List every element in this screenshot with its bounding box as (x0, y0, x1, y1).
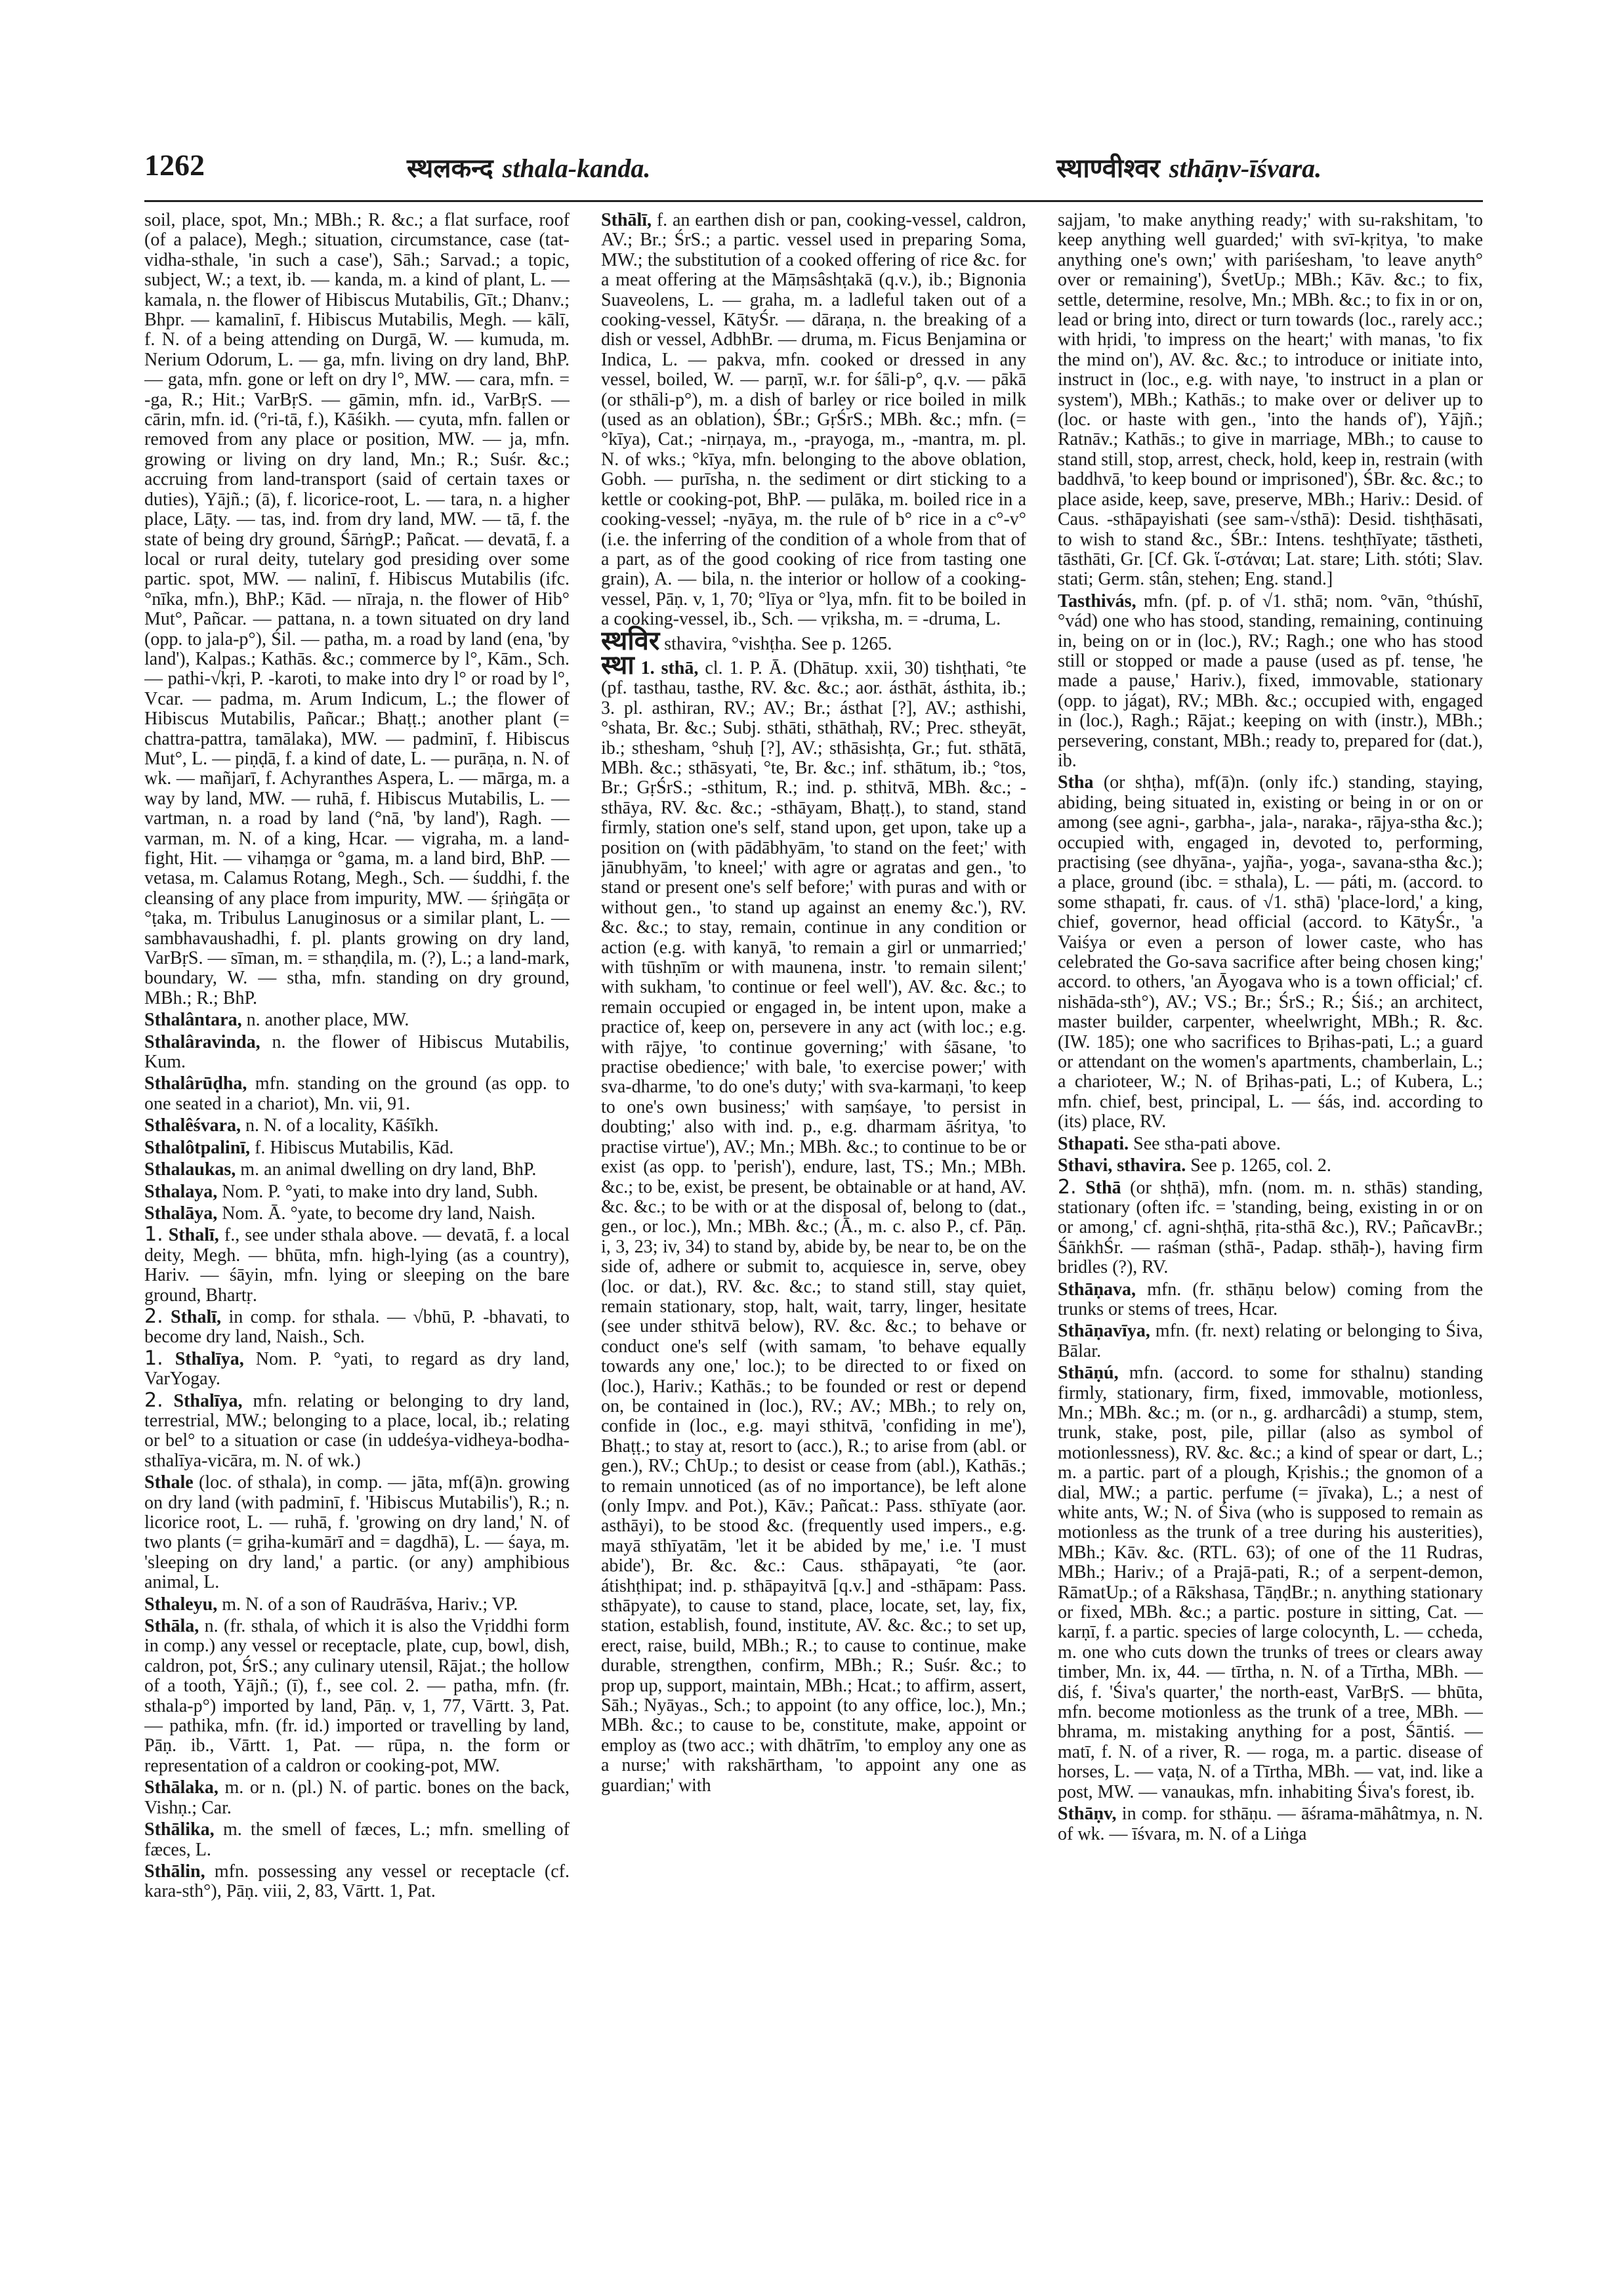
entry-number: 1. (144, 1346, 163, 1370)
entry-definition: See p. 1265, col. 2. (1190, 1155, 1331, 1176)
entry-number: 1. (144, 1223, 163, 1247)
entry-number: स्थविर (601, 625, 660, 656)
entry-definition: mfn. possessing any vessel or receptacle (cf. kara-sth°), Pāṇ. viii, 2, 83, Vārtt. 1, Pat. (144, 1861, 570, 1902)
entry-headword: Sthalaya, (144, 1181, 218, 1202)
dictionary-entry (144, 1388, 570, 1472)
entry-headword: Sthāṇv, (1058, 1804, 1117, 1825)
entry-definition: soil, place, spot, Mn.; MBh.; R. &c.; a flat surface, roof (of a palace), Megh.; situation, circumstance, case (tat-vidha-sthale, 'in such a case'), Sāh.; Sarvad.; a topic, subject, W.; a text, ib. — kanda, m. a kind of plant, L. — kamala, n. the flower of Hibiscus Mutabilis, Gīt.; Dhanv.; Bhpr. — kamalinī, f. Hibiscus Mutabilis, Megh. — kālī, f. N. of a being attending on Durgā, W. — kumuda, m. Nerium Odorum, L. — ga, mfn. living on dry land, BhP. — gata, mfn. gone or left on dry l°, MW. — cara, mfn. = -ga, R.; Hit.; VarBṛS. — gāmin, mfn. id., VarBṛS. — cārin, mfn. id. (°ri-tā, f.), Kāśikh. — cyuta, mfn. fallen or removed from any place or position, MW. — ja, mfn. growing or living on dry land, Mn.; R.; Suśr. &c.; accruing from land-transport (said of certain taxes or duties), Yājñ.; (ā), f. licorice-root, L. — tara, n. a higher place, Lāṭy. — tas, ind. from dry land, MW. — tā, f. the state of being dry ground, ŚārṅgP.; Pañcat. — devatā, f. a local or rural deity, tutelary god presiding over some partic. spot, MW. — nalinī, f. Hibiscus Mutabilis (ifc. °nīka, mfn.), BhP.; Kād. — nīraja, n. the flower of Hib° Mut°, Pañcar. — pattana, n. a town situated on dry land (opp. to jala-p°), Śil. — patha, m. a road by land (ena, 'by land'), Kalpas.; Kathās. &c.; commerce by l°, Kām., Sch. — pathi-√kṛi, P. -karoti, to make into dry l° or road by l°, Vcar. — padma, m. Arum Indicum, L.; the flower of Hibiscus Mutabilis, Pañcar.; Bhaṭṭ.; another plant (= chattra-pattra, tamālaka), MW. — padminī, f. Hibiscus Mut°, L. — piṇḍā, f. a kind of date, L. — purāṇa, n. N. of wk. — mañjarī, f. Achyranthes Aspera, L. — mārga, m. a way by land, MW. — ruhā, f. Hibiscus Mutabilis, L. — vartman, n. a road by land (°nā, 'by land'), Ragh. — varman, m. N. of a king, Hcar. — vigraha, m. a land-fight, Hit. — vihaṃga or °gama, m. a land bird, BhP. — vetasa, m. Calamus Rotang, Megh., Sch. — śuddhi, f. the cleansing of any place from impurity, MW. — śṛiṅgāṭa or °ṭaka, m. Tribulus Lanuginosus or a similar plant, L. — sambhavaushadhi, f. pl. plants growing on dry land, VarBṛS. — sīman, m. = sthaṇḍila, m. (?), L.; a land-mark, boundary, W. — stha, mfn. standing on dry ground, MBh.; R.; BhP. (144, 210, 570, 1008)
entry-headword: Sthalaukas, (144, 1159, 236, 1180)
dictionary-entry (1058, 1279, 1483, 1320)
entry-definition: n. N. of a locality, Kāśīkh. (245, 1115, 439, 1136)
dictionary-entry (144, 1073, 570, 1114)
dictionary-entry (144, 1819, 570, 1860)
dictionary-entry (144, 1304, 570, 1348)
entry-headword: 1. sthā, (640, 657, 699, 678)
entry-definition: n. (fr. sthala, of which it is also the Vṛiddhi form in comp.) any vessel or receptacle, plate, cup, bowl, dish, caldron, pot, ŚrS.; any culinary utensil, Rājat.; the hollow of a tooth, Yājñ.; (ī), f., see col. 2. — patha, mfn. (fr. sthala-p°) imported by land, Pāṇ. v, 1, 77, Vārtt. 3, Pat. — pathika, mfn. (fr. id.) imported or travelling by land, Pāṇ. ib., Vārtt. 1, Pat. — rūpa, n. the form or representation of a caldron or cooking-pot, MW. (144, 1616, 570, 1776)
entry-definition: Nom. Ā. °yate, to become dry land, Naish. (222, 1203, 535, 1224)
dictionary-entry (144, 1346, 570, 1390)
entry-number: 2. (144, 1304, 163, 1328)
entry-headword: Sthalīya, (173, 1390, 243, 1411)
dictionary-entry (144, 1203, 570, 1224)
entry-definition: in comp. for sthala. — √bhū, P. -bhavati, to become dry land, Naish., Sch. (144, 1306, 570, 1348)
column-left (144, 210, 570, 2270)
text-columns (144, 210, 1483, 2270)
dictionary-entry (1058, 1321, 1483, 1361)
entry-definition: n. the flower of Hibiscus Mutabilis, Kum. (144, 1031, 570, 1073)
dictionary-entry (1058, 210, 1483, 590)
entry-headword: Sthāṇú, (1058, 1363, 1119, 1384)
dictionary-entry (144, 1225, 570, 1306)
dictionary-entry (144, 1777, 570, 1818)
entry-definition: sajjam, 'to make anything ready;' with su-rakshitam, 'to keep anything well guarded;' with svī-kṛitya, 'to make anything one's own;' with pariśesham, 'to leave anyth° over or remaining'), ŚvetUp.; MBh.; Kāv. &c.; to fix, settle, determine, resolve, Mn.; MBh. &c.; to fix in or on, lead or bring into, direct or turn towards (loc., rarely acc.; with hṛidi, 'to impress on the heart;' with manas, 'to fix the mind on'), AV. &c. &c.; to introduce or initiate into, instruct in (loc., e.g. with naye, 'to instruct in a plan or system'), MBh.; Kathās.; to make over or deliver up to (loc. or haste with gen., 'into the hands of'), Yājñ.; Ratnāv.; Kathās.; to give in marriage, MBh.; to cause to stand still, stop, arrest, check, hold, keep in, restrain (with baddhvā, 'to keep bound or imprisoned'), ŚBr. &c. &c.; to place aside, keep, save, preserve, MBh.; Hariv.: Desid. of Caus. -sthāpayishati (see sam-√sthā): Desid. tishṭhāsati, to wish to stand &c., ŚBr.: Intens. teshṭhīyate; tāstheti, tāsthāti, Gr. [Cf. Gk. ἵ-στάναι; Lat. stare; Lith. stóti; Slav. stati; Germ. stân, stehen; Eng. stand.] (1058, 210, 1483, 590)
column-right (1058, 210, 1483, 2270)
dictionary-entry (144, 1159, 570, 1180)
entry-headword: Sthalī, (171, 1306, 222, 1327)
left-guide-devanagari: स्थलकन्द (407, 154, 493, 184)
entry-headword: Tasthivás, (1058, 590, 1136, 611)
entry-headword: Sthāṇavīya, (1058, 1321, 1150, 1342)
dictionary-entry (144, 210, 570, 1008)
page-number: 1262 (144, 148, 205, 182)
entry-headword: Sthalêśvara, (144, 1115, 241, 1136)
dictionary-entry (601, 210, 1026, 630)
entry-definition: mfn. (pf. p. of √1. sthā; nom. °vān, °thúshī, °vád) one who has stood, standing, remaining, continuing in, being on or in (loc.), RV.; Ragh.; one who has stood still or stopped or made a pause (used as pf. tense, 'he made a pause,' Hariv.), fixed, immovable, stationary (opp. to jágat), RV.; MBh. &c.; occupied with, engaged in (loc.), Ragh.; Rājat.; keeping on with (instr.), MBh.; persevering, constant, MBh.; ready to, prepared for (dat.), ib. (1058, 590, 1483, 771)
dictionary-entry (1058, 1134, 1483, 1154)
dictionary-entry (1058, 1175, 1483, 1278)
entry-headword: Sthā (1085, 1177, 1121, 1198)
right-guide-devanagari: स्थाण्वीश्वर (1056, 154, 1160, 184)
entry-headword: Sthalī, (168, 1225, 219, 1246)
entry-definition: sthavira, °vishṭha. See p. 1265. (664, 633, 892, 654)
entry-definition: m. an animal dwelling on dry land, BhP. (240, 1159, 537, 1180)
dictionary-entry (1058, 1155, 1483, 1176)
entry-headword: Sthālin, (144, 1861, 205, 1882)
entry-headword: Sthālaka, (144, 1777, 219, 1798)
right-guide-translit: sthāṇv-īśvara. (1169, 154, 1322, 183)
entry-number: 2. (144, 1388, 163, 1412)
entry-headword: Sthapati. (1058, 1133, 1129, 1154)
entry-definition: See stha-pati above. (1133, 1133, 1281, 1154)
dictionary-entry (601, 650, 1026, 1796)
dictionary-entry (601, 625, 1026, 656)
dictionary-entry (144, 1138, 570, 1158)
entry-headword: Sthāṇava, (1058, 1279, 1136, 1300)
entry-headword: Sthalârūḍha, (144, 1073, 247, 1094)
dictionary-entry (144, 1032, 570, 1073)
entry-headword: Stha (1058, 772, 1094, 793)
dictionary-entry (144, 1616, 570, 1776)
left-guide-translit: sthala-kanda. (502, 154, 651, 183)
dictionary-entry (1058, 1363, 1483, 1802)
entry-headword: Sthāla, (144, 1616, 199, 1637)
entry-headword: Sthālī, (601, 210, 652, 230)
entry-definition: cl. 1. P. Ā. (Dhātup. xxii, 30) tishṭhati, °te (pf. tasthau, tasthe, RV. &c. &c.; aor. ásthāt, ásthita, ib.; 3. pl. asthiran, RV.; AV.; Br.; ásthat [?], AV.; asthishi, °shata, Br. &c.; Subj. sthāti, sthāthaḥ, RV.; Prec. stheyāt, ib.; sthesham, °shuḥ [?], AV.; sthāsishṭa, Gr.; fut. sthātā, MBh. &c.; sthāsyati, °te, Br. &c.; inf. sthātum, ib.; °tos, Br.; GṛŚrS.; -sthitum, R.; ind. p. sthitvā, MBh. &c.; -sthāya, RV. &c. &c.; -sthāyam, Bhaṭṭ.), to stand, stand firmly, station one's self, stand upon, get upon, take up a position on (with pādābhyām, 'to stand on the feet;' with jānubhyām, 'to kneel;' with agre or agratas and gen., 'to stand or present one's self before;' with puras and with or without gen., 'to stand up against an enemy &c.'), RV. &c. &c.; to stay, remain, continue in any condition or action (e.g. with kanyā, 'to remain a girl or unmarried;' with tūshṇīm or with maunena, instr. 'to remain silent;' with sukham, 'to continue or feel well'), AV. &c. &c.; to remain occupied or engaged in, be intent upon, make a practice of, keep on, persevere in any act (with loc.; e.g. with rājye, 'to continue governing;' with śāsane, 'to practise obedience;' with bale, 'to exercise power;' with sva-dharme, 'to do one's duty;' with sva-karmaṇi, 'to keep to one's own business;' with saṃśaye, 'to persist in doubting;' also with ind. p., e.g. dharmam āśritya, 'to practise virtue'), AV.; Mn.; MBh. &c.; to continue to be or exist (as opp. to 'perish'), endure, last, TS.; Mn.; MBh. &c.; to be, exist, be present, be obtainable or at hand, AV. &c. &c.; to be with or at the disposal of, belong to (dat., gen., or loc.), Mn.; MBh. &c.; (Ā., m. c. also P., cf. Pāṇ. i, 3, 23; iv, 34) to stand by, abide by, be near to, be on the side of, adhere or submit to, acquiesce in, serve, obey (loc. or dat.), RV. &c. &c.; to stand still, stay quiet, remain stationary, stop, halt, wait, tarry, linger, hesitate (see under sthitvā below), RV. &c. &c.; to behave or conduct one's self (with samam, 'to behave equally towards any one,' loc.); to be directed to or fixed on (loc.), Hariv.; Kathās.; to be founded or rest or depend on, be contained in (loc.), RV.; AV.; MBh.; to rely on, confide in (loc., e.g. mayi sthitvā, 'confiding in me'), Bhaṭṭ.; to stay at, resort to (acc.), R.; to arise from (abl. or gen.), RV.; ChUp.; to desist or cease from (abl.), Kathās.; to remain unnoticed (as of no importance), be left alone (only Impv. and Pot.), Kāv.; Pañcat.: Pass. sthīyate (aor. asthāyi), to be stood &c. (frequently used impers., e.g. mayā sthīyatām, 'let it be abided by me,' i.e. 'I must abide'), Br. &c. &c.: Caus. sthāpayati, °te (aor. átishṭhipat; ind. p. sthāpayitvā [q.v.] and -sthāpam: Pass. sthāpyate), to cause to stand, place, locate, set, lay, fix, station, establish, found, institute, AV. &c. &c.; to set up, erect, raise, build, MBh.; R.; to cause to continue, make durable, strengthen, confirm, MBh.; R.; Suśr. &c.; to prop up, support, maintain, MBh.; Hcat.; to affirm, assert, Sāh.; Nyāyas., Sch.; to appoint (to any office, loc.), Mn.; MBh. &c.; to cause to be, constitute, make, appoint or employ as (two acc.; with dhātrīm, 'to employ any one as a nurse;' with rakshārtham, 'to appoint any one as guardian;' with (601, 657, 1026, 1796)
entry-headword: Sthale (144, 1472, 194, 1493)
dictionary-entry (144, 1010, 570, 1030)
entry-definition: Nom. P. °yati, to make into dry land, Subh. (222, 1181, 538, 1202)
entry-definition: mfn. relating or belonging to dry land, terrestrial, MW.; belonging to a place, local, ib.; relating or bel° to a situation or case (in uddeśya-vidheya-bodha-sthalīya-vicāra, m. N. of wk.) (144, 1390, 570, 1471)
dictionary-entry (144, 1182, 570, 1202)
dictionary-entry (1058, 591, 1483, 772)
entry-headword: Sthalāya, (144, 1203, 218, 1224)
dictionary-entry (1058, 772, 1483, 1132)
entry-definition: m. the smell of fæces, L.; mfn. smelling of fæces, L. (144, 1819, 570, 1860)
entry-headword: Sthavi, sthavira. (1058, 1155, 1186, 1176)
entry-definition: (loc. of sthala), in comp. — jāta, mf(ā)n. growing on dry land (with padminī, f. 'Hibiscus Mutabilis'), R.; n. licorice root, L. — ruhā, f. 'growing on dry land,' N. of two plants (= gṛiha-kumārī and = dagdhā), L. — śaya, m. 'sleeping on dry land,' a partic. (or any) amphibious animal, L. (144, 1472, 570, 1593)
entry-headword: Sthalôtpalinī, (144, 1137, 251, 1158)
entry-definition: mfn. (fr. sthāṇu below) coming from the trunks or stems of trees, Hcar. (1058, 1279, 1483, 1319)
entry-definition: mfn. (accord. to some for sthalnu) standing firmly, stationary, firm, fixed, immovable, motionless, Mn.; MBh. &c.; m. (or n., g. ardharcâdi) a stump, stem, trunk, stake, post, pile, pillar (also as symbol of motionlessness), RV. &c. &c.; a kind of spear or dart, L.; m. a partic. part of a plough, Kṛishis.; the gnomon of a dial, MW.; a partic. perfume (= jīvaka), L.; a nest of white ants, W.; N. of Śiva (who is supposed to remain as motionless as the trunk of a tree during his austerities), MBh.; Kāv. &c. (RTL. 63); of one of the 11 Rudras, MBh.; Hariv.; of a Prajā-pati, R.; of a serpent-demon, RāmatUp.; of a Rākshasa, TāṇḍBr.; n. anything stationary or fixed, MBh. &c.; a partic. posture in sitting, Cat. — karṇī, f. a partic. species of large colocynth, L. — ccheda, m. one who cuts down the trunks of trees or clears away timber, Mn. ix, 44. — tīrtha, n. N. of a Tīrtha, MBh. — diś, f. 'Śiva's quarter,' the north-east, VarBṛS. — bhūta, mfn. become motionless as the trunk of a tree, MBh. — bhrama, m. mistaking anything for a post, Śāntiś. — matī, f. N. of a river, R. — roga, m. a partic. disease of horses, L. — vaṭa, N. of a Tīrtha, MBh. — vat, ind. like a post, MW. — vanaukas, mfn. inhabiting Śiva's forest, ib. (1058, 1363, 1483, 1802)
entry-definition: m. N. of a son of Raudrāśva, Hariv.; VP. (222, 1594, 518, 1615)
entry-definition: (or shṭha), mf(ā)n. (only ifc.) standing, staying, abiding, being situated in, existing or being in or on or among (see agni-, garbha-, jala-, naraka-, rājya-stha &c.); occupied with, engaged in, devoted to, performing, practising (see dhyāna-, yajña-, yoga-, savana-stha &c.); a place, ground (ibc. = sthala), L. — páti, m. (accord. to some sthapati, fr. caus. of √1. sthā) 'place-lord,' a king, chief, governor, head official (accord. to KātyŚr., 'a Vaiśya or even a person of lower caste, who has celebrated the Go-sava sacrifice after being chosen king;' accord. to others, 'an Āyogava who is a town official;' cf. nishāda-sth°), AV.; VS.; Br.; ŚrS.; R.; Śiś.; an architect, master builder, carpenter, wheelwright, MBh.; R. &c. (IW. 185); one who sacrifices to Bṛihas-pati, L.; a guard or attendant on the women's apartments, chamberlain, L.; a charioteer, W.; N. of Bṛihas-pati, L.; of Kubera, L.; mfn. chief, best, principal, L. — śás, ind. according to (its) place, RV. (1058, 772, 1483, 1132)
entry-definition: mfn. standing on the ground (as opp. to one seated in a chariot), Mn. vii, 91. (144, 1073, 570, 1114)
entry-headword: Sthalântara, (144, 1010, 242, 1031)
column-middle (601, 210, 1026, 2270)
running-header (144, 141, 1483, 202)
dictionary-entry (144, 1861, 570, 1902)
entry-definition: f. an earthen dish or pan, cooking-vessel, caldron, AV.; Br.; ŚrS.; a partic. vessel used in preparing Soma, MW.; the substitution of a cooked offering of rice &c. for a meat offering at the Māṃsâshṭakā (q.v.), ib.; Bignonia Suaveolens, L. — graha, m. a ladleful taken out of a cooking-vessel, KātyŚr. — dāraṇa, n. the breaking of a dish or vessel, AdbhBr. — druma, m. Ficus Benjamina or Indica, L. — pakva, mfn. cooked or dressed in any vessel, boiled, W. — parṇī, w.r. for śāli-p°, q.v. — pākā (or sthāli-p°), m. a dish of barley or rice boiled in milk (used as an oblation), ŚBr.; GṛŚrS.; MBh. &c.; mfn. (= °kīya), Cat.; -nirṇaya, m., -prayoga, m., -mantra, m. pl. N. of wks.; °kīya, mfn. belonging to the above oblation, Gobh. — purīsha, n. the sediment or dirt sticking to a kettle or cooking-pot, BhP. — pulāka, m. boiled rice in a cooking-vessel; -nyāya, m. the rule of b° rice in a c°-v° (i.e. the inferring of the condition of a whole from that of a part, as of the good cooking of rice from tasting one grain), A. — bila, n. the interior or hollow of a cooking-vessel, Pāṇ. v, 1, 70; °līya or °lya, mfn. fit to be boiled in a cooking-vessel, ib., Sch. — vṛiksha, m. = -druma, L. (601, 210, 1026, 630)
entry-definition: in comp. for sthāṇu. — āśrama-māhâtmya, n. N. of wk. — īśvara, m. N. of a Liṅga (1058, 1804, 1483, 1844)
entry-definition: f. Hibiscus Mutabilis, Kād. (255, 1137, 454, 1158)
entry-definition: n. another place, MW. (246, 1010, 409, 1031)
left-guide-word (407, 149, 650, 185)
entry-headword: Sthaleyu, (144, 1594, 218, 1615)
entry-definition: (or shṭhā), mfn. (nom. m. n. sthās) standing, stationary (often ifc. = 'standing, being, existing in or on or among,' cf. agni-shṭhā, ṛita-sthā &c.), RV.; PañcavBr.; ŚāṅkhŚr. — raśman (sthā-, Padap. sthāḥ-), having firm bridles (?), RV. (1058, 1177, 1483, 1278)
entry-definition: f., see under sthala above. — devatā, f. a local deity, Megh. — bhūta, mfn. high-lying (as a country), Hariv. — śāyin, mfn. lying or sleeping on the bare ground, Bhartṛ. (144, 1225, 570, 1306)
dictionary-entry (144, 1115, 570, 1136)
entry-number: स्था (601, 650, 635, 680)
entry-headword: Sthalâravinda, (144, 1031, 260, 1052)
entry-definition: Nom. P. °yati, to regard as dry land, VarYogay. (144, 1348, 570, 1390)
dictionary-entry (144, 1594, 570, 1615)
dictionary-entry (144, 1472, 570, 1592)
entry-definition: m. or n. (pl.) N. of partic. bones on the back, Vishṇ.; Car. (144, 1777, 570, 1818)
entry-headword: Sthalīya, (175, 1348, 244, 1369)
right-guide-word (1056, 149, 1322, 185)
entry-number: 2. (1058, 1175, 1077, 1199)
entry-definition: mfn. (fr. next) relating or belonging to Śiva, Bālar. (1058, 1321, 1483, 1361)
entry-headword: Sthālika, (144, 1819, 215, 1840)
dictionary-entry (1058, 1804, 1483, 1844)
